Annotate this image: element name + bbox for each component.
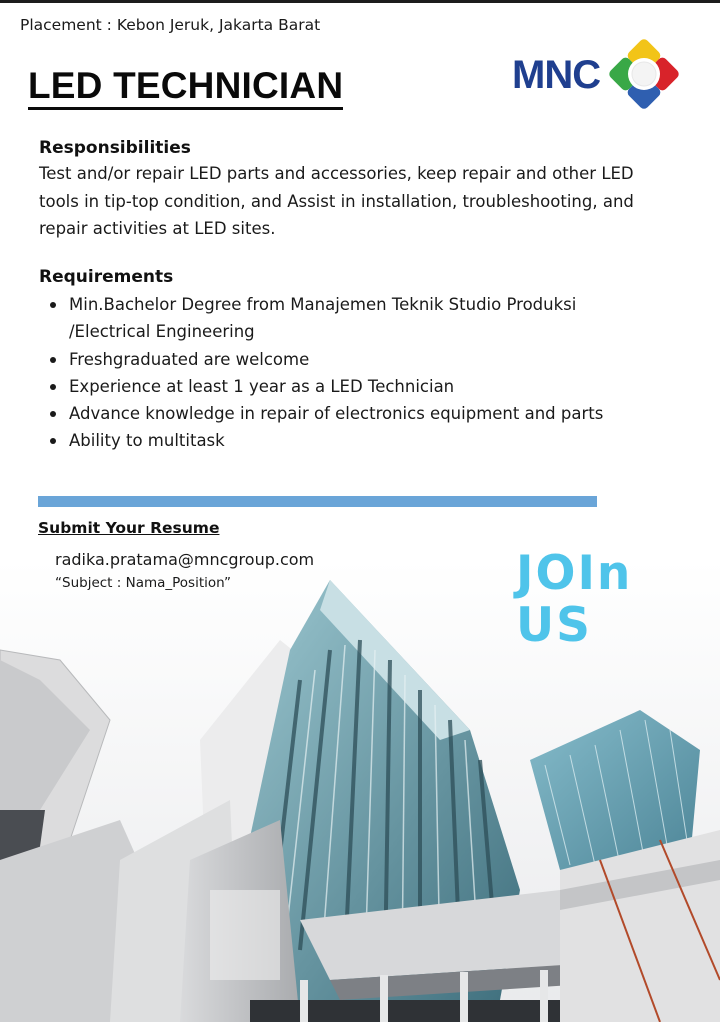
requirement-item: Freshgraduated are welcome — [69, 346, 689, 373]
requirement-item: Advance knowledge in repair of electronics equipment and parts — [69, 400, 689, 427]
logo-text: MNC — [512, 53, 601, 97]
responsibilities-section — [39, 138, 689, 243]
bullet-icon — [50, 411, 56, 417]
requirement-item-continued: /Electrical Engineering — [69, 322, 255, 342]
responsibilities-line: Test and/or repair LED parts and accessories, keep repair and other LED — [39, 164, 634, 183]
join-us-line1: JOIn — [516, 546, 633, 601]
requirement-item: Experience at least 1 year as a LED Technician — [69, 373, 689, 400]
responsibilities-line: tools in tip-top condition, and Assist in installation, troubleshooting, and — [39, 191, 634, 211]
accent-divider — [38, 496, 597, 507]
join-us-text — [516, 548, 632, 652]
top-border — [0, 0, 720, 3]
requirements-list — [39, 291, 689, 455]
bullet-icon — [50, 384, 56, 390]
bullet-icon — [50, 302, 56, 308]
submit-resume-heading: Submit Your Resume — [38, 519, 220, 537]
email-subject-format: “Subject : Nama_Position” — [55, 575, 231, 591]
requirement-item: Min.Bachelor Degree from Manajemen Teknik Studio Produksi — [69, 291, 689, 318]
responsibilities-text — [39, 160, 689, 243]
requirements-section — [39, 267, 689, 455]
requirements-heading: Requirements — [39, 267, 174, 287]
responsibilities-heading: Responsibilities — [39, 138, 191, 158]
bullet-icon — [50, 438, 56, 444]
bullet-icon — [50, 357, 56, 363]
placement-text: Placement : Kebon Jeruk, Jakarta Barat — [20, 16, 321, 34]
join-us-line2: US — [516, 598, 593, 653]
requirement-item: Ability to multitask — [69, 427, 689, 454]
mnc-logo — [512, 36, 682, 112]
contact-email[interactable]: radika.pratama@mncgroup.com — [55, 550, 315, 569]
job-title: LED TECHNICIAN — [28, 66, 343, 110]
responsibilities-line: repair activities at LED sites. — [39, 219, 276, 238]
